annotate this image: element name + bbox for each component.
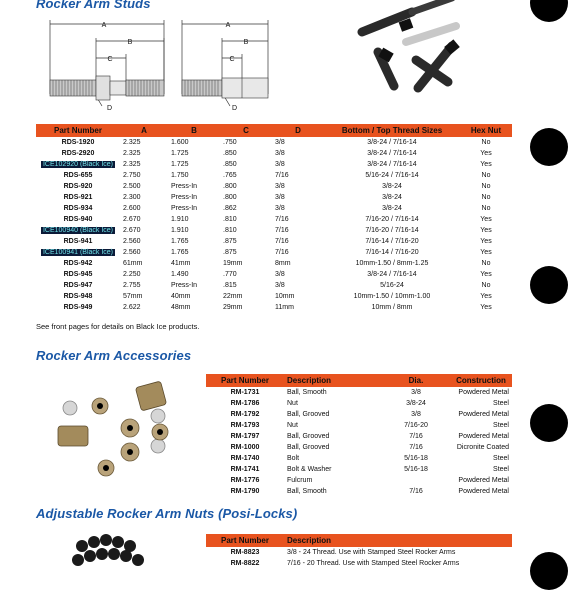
part-number-cell: RDS-921 <box>63 194 93 201</box>
construction-cell: Powdered Metal <box>458 389 509 396</box>
dim-c-cell: .810 <box>223 227 237 234</box>
dia-cell: 3/8 <box>411 389 421 396</box>
part-number-cell: RDS-947 <box>63 282 93 289</box>
dim-a-cell: 2.600 <box>123 205 141 212</box>
part-number-cell: RDS-2920 <box>61 150 95 157</box>
label-a: A <box>101 22 107 29</box>
table-row <box>36 214 512 225</box>
table-row <box>206 453 512 464</box>
part-number-cell: RM-8822 <box>230 560 260 567</box>
dia-cell: 3/8 <box>411 411 421 418</box>
dim-d-cell: 8mm <box>275 260 291 267</box>
table-row <box>36 225 512 236</box>
dim-a-cell: 2.300 <box>123 194 141 201</box>
dim-a-cell: 2.325 <box>123 161 141 168</box>
dia-cell: 7/16 <box>409 488 423 495</box>
table-row <box>206 464 512 475</box>
posi-lock-table-header <box>206 534 512 547</box>
part-number-cell: RDS-940 <box>63 216 93 223</box>
thread-cell: 3/8-24 / 7/16-14 <box>367 271 417 278</box>
part-number-cell: RDS-1920 <box>61 139 95 146</box>
dim-c-cell: 22mm <box>223 293 243 300</box>
construction-cell: Dicronite Coated <box>456 444 509 451</box>
dim-d-cell: 10mm <box>275 293 295 300</box>
table-row <box>36 181 512 192</box>
dim-c-cell: .800 <box>223 183 237 190</box>
part-number-cell: RDS-941 <box>63 238 93 245</box>
construction-cell: Powdered Metal <box>458 488 509 495</box>
hex-nut-cell: No <box>481 260 491 267</box>
table-row <box>36 302 512 313</box>
thread-cell: 7/16-20 / 7/16-14 <box>365 216 419 223</box>
hex-nut-cell: Yes <box>480 293 492 300</box>
hex-nut-cell: No <box>481 194 491 201</box>
dim-c-cell: .875 <box>223 249 237 256</box>
posi-lock-table <box>206 534 512 569</box>
stud-diagram-threaded <box>38 14 178 114</box>
black-ice-badge: ICE102920 (Black Ice) <box>42 161 114 168</box>
label-d: D <box>232 105 238 112</box>
table-row <box>36 159 512 170</box>
description-cell: 3/8 - 24 Thread. Use with Stamped Steel Rocker Arms <box>287 549 456 556</box>
dim-b-cell: 1.910 <box>171 216 189 223</box>
dim-d-cell: 3/8 <box>275 205 285 212</box>
table-row <box>206 420 512 431</box>
section-title-studs: Rocker Arm Studs <box>36 0 151 11</box>
table-row <box>36 137 512 148</box>
dim-b-cell: 1.725 <box>171 150 189 157</box>
dia-cell: 5/16-18 <box>404 466 428 473</box>
black-ice-badge: ICE100940 (Black Ice) <box>42 227 114 234</box>
thread-cell: 7/16-20 / 7/16-14 <box>365 227 419 234</box>
table-row <box>206 398 512 409</box>
dim-c-cell: .770 <box>223 271 237 278</box>
thread-cell: 5/16-24 <box>380 282 404 289</box>
part-number-cell: RDS-948 <box>63 293 93 300</box>
col-part-number: Part Number <box>206 374 284 387</box>
dim-a-cell: 2.560 <box>123 249 141 256</box>
dim-a-cell: 2.755 <box>123 282 141 289</box>
dim-d-cell: 11mm <box>275 304 294 311</box>
description-cell: Nut <box>287 422 298 429</box>
construction-cell: Powdered Metal <box>458 433 509 440</box>
dim-b-cell: Press-In <box>171 183 198 190</box>
dia-cell: 7/16-20 <box>404 422 428 429</box>
table-row <box>36 269 512 280</box>
description-cell: Fulcrum <box>287 477 313 484</box>
dim-d-cell: 7/16 <box>275 172 289 179</box>
dim-b-cell: 48mm <box>171 304 191 311</box>
dim-a-cell: 2.670 <box>123 227 141 234</box>
black-ice-badge: ICE100941 (Black Ice) <box>42 249 114 256</box>
dim-b-cell: Press-In <box>171 205 198 212</box>
col-description: Description <box>284 534 512 547</box>
dim-b-cell: Press-In <box>171 194 198 201</box>
dim-d-cell: 7/16 <box>275 249 289 256</box>
part-number-cell: RDS-949 <box>63 304 93 311</box>
label-c: C <box>229 56 235 63</box>
dim-b-cell: 1.765 <box>171 238 189 245</box>
accessories-table-header <box>206 374 512 387</box>
hex-nut-cell: Yes <box>480 227 492 234</box>
dim-a-cell: 2.670 <box>123 216 141 223</box>
dim-b-cell: 40mm <box>171 293 191 300</box>
binder-hole <box>530 552 568 590</box>
dim-b-cell: 1.765 <box>171 249 189 256</box>
hex-nut-cell: No <box>481 183 491 190</box>
description-cell: 7/16 - 20 Thread. Use with Stamped Steel Rocker Arms <box>287 560 460 567</box>
hex-nut-cell: No <box>481 205 491 212</box>
studs-table-header <box>36 124 512 137</box>
thread-cell: 3/8-24 / 7/16-14 <box>367 150 417 157</box>
table-row <box>206 387 512 398</box>
dim-b-cell: 41mm <box>171 260 191 267</box>
table-row <box>36 148 512 159</box>
part-number-cell: RDS-920 <box>63 183 93 190</box>
thread-cell: 5/16-24 / 7/16-14 <box>365 172 419 179</box>
dim-d-cell: 3/8 <box>275 150 285 157</box>
table-row <box>36 280 512 291</box>
construction-cell: Steel <box>493 455 509 462</box>
part-number-cell <box>36 159 120 170</box>
construction-cell: Powdered Metal <box>458 411 509 418</box>
dim-d-cell: 3/8 <box>275 194 285 201</box>
col-part-number: Part Number <box>206 534 284 547</box>
construction-cell: Steel <box>493 466 509 473</box>
dim-b-cell: 1.600 <box>171 139 189 146</box>
posi-lock-table-body <box>206 547 512 569</box>
black-ice-note: See front pages for details on Black Ice products. <box>36 322 200 331</box>
dim-d-cell: 3/8 <box>275 161 285 168</box>
col-part-number: Part Number <box>36 124 120 137</box>
table-row <box>206 475 512 486</box>
dim-c-cell: .750 <box>223 139 237 146</box>
rocker-accessories-photo <box>54 380 182 480</box>
dim-a-cell: 2.750 <box>123 172 141 179</box>
stud-diagram-press-in <box>172 14 282 114</box>
col-construction: Construction <box>450 374 512 387</box>
part-number-cell: RM-1793 <box>230 422 260 429</box>
dim-a-cell: 61mm <box>123 260 143 267</box>
binder-hole <box>530 128 568 166</box>
dim-b-cell: 1.750 <box>171 172 189 179</box>
dim-c-cell: .810 <box>223 216 237 223</box>
thread-cell: 3/8-24 / 7/16-14 <box>367 161 417 168</box>
studs-table-body <box>36 137 512 313</box>
dim-c-cell: .862 <box>223 205 237 212</box>
description-cell: Nut <box>287 400 298 407</box>
table-row <box>36 203 512 214</box>
dim-b-cell: 1.725 <box>171 161 189 168</box>
dim-c-cell: .800 <box>223 194 237 201</box>
dim-a-cell: 2.622 <box>123 304 141 311</box>
label-b: B <box>243 39 249 46</box>
studs-table <box>36 124 512 313</box>
dim-a-cell: 57mm <box>123 293 143 300</box>
hex-nut-cell: Yes <box>480 161 492 168</box>
col-hex-nut: Hex Nut <box>460 124 512 137</box>
dim-c-cell: 19mm <box>223 260 243 267</box>
description-cell: Ball, Grooved <box>287 444 330 451</box>
hex-nut-cell: Yes <box>480 150 492 157</box>
hex-nut-cell: Yes <box>480 216 492 223</box>
table-row <box>206 558 512 569</box>
col-thread: Bottom / Top Thread Sizes <box>324 124 460 137</box>
construction-cell: Steel <box>493 422 509 429</box>
description-cell: Bolt & Washer <box>287 466 332 473</box>
part-number-cell <box>36 225 120 236</box>
dim-c-cell: .765 <box>223 172 237 179</box>
part-number-cell: RM-1731 <box>230 389 260 396</box>
part-number-cell: RDS-945 <box>63 271 93 278</box>
table-row <box>206 442 512 453</box>
accessories-table <box>206 374 512 497</box>
dia-cell: 7/16 <box>409 444 423 451</box>
dia-cell: 7/16 <box>409 433 423 440</box>
dia-cell <box>382 475 450 486</box>
col-description: Description <box>284 374 382 387</box>
dim-c-cell: 29mm <box>223 304 243 311</box>
dim-a-cell: 2.500 <box>123 183 141 190</box>
dim-d-cell: 7/16 <box>275 227 289 234</box>
part-number-cell: RM-1776 <box>230 477 260 484</box>
part-number-cell: RM-1741 <box>230 466 260 473</box>
part-number-cell: RM-1000 <box>230 444 260 451</box>
dim-c-cell: .815 <box>223 282 237 289</box>
table-row <box>36 247 512 258</box>
dim-d-cell: 7/16 <box>275 216 289 223</box>
dia-cell: 5/16-18 <box>404 455 428 462</box>
hex-nut-cell: No <box>481 172 491 179</box>
binder-hole <box>530 266 568 304</box>
dim-a-cell: 2.325 <box>123 139 141 146</box>
table-row <box>206 431 512 442</box>
table-row <box>36 192 512 203</box>
dim-d-cell: 3/8 <box>275 282 285 289</box>
col-b: B <box>168 124 220 137</box>
hex-nut-cell: No <box>481 139 491 146</box>
hex-nut-cell: Yes <box>480 304 492 311</box>
dim-d-cell: 3/8 <box>275 139 285 146</box>
hex-nut-cell: No <box>481 282 491 289</box>
part-number-cell: RDS-934 <box>63 205 93 212</box>
label-d: D <box>107 105 113 112</box>
part-number-cell: RM-1786 <box>230 400 260 407</box>
dim-b-cell: 1.910 <box>171 227 189 234</box>
dim-a-cell: 2.250 <box>123 271 141 278</box>
thread-cell: 3/8-24 <box>382 205 402 212</box>
description-cell: Ball, Smooth <box>287 488 327 495</box>
thread-cell: 3/8-24 <box>382 194 402 201</box>
section-title-accessories: Rocker Arm Accessories <box>36 348 192 363</box>
dim-d-cell: 3/8 <box>275 183 285 190</box>
table-row <box>36 258 512 269</box>
part-number-cell: RM-1790 <box>230 488 260 495</box>
section-title-nuts: Adjustable Rocker Arm Nuts (Posi-Locks) <box>36 506 298 521</box>
description-cell: Bolt <box>287 455 300 462</box>
dim-c-cell: .850 <box>223 161 237 168</box>
part-number-cell: RM-1740 <box>230 455 260 462</box>
dim-c-cell: .875 <box>223 238 237 245</box>
description-cell: Ball, Smooth <box>287 389 327 396</box>
binder-hole <box>530 0 568 22</box>
label-a: A <box>225 22 231 29</box>
thread-cell: 7/16-14 / 7/16-20 <box>365 249 419 256</box>
thread-cell: 10mm / 8mm <box>371 304 413 311</box>
dim-a-cell: 2.560 <box>123 238 141 245</box>
table-row <box>36 291 512 302</box>
thread-cell: 10mm-1.50 / 8mm-1.25 <box>355 260 429 267</box>
dim-b-cell: Press-In <box>171 282 198 289</box>
table-row <box>206 547 512 558</box>
col-d: D <box>272 124 324 137</box>
description-cell: Ball, Grooved <box>287 411 330 418</box>
posi-lock-nuts-photo <box>70 532 150 570</box>
hex-nut-cell: Yes <box>480 271 492 278</box>
thread-cell: 7/16-14 / 7/16-20 <box>365 238 419 245</box>
thread-cell: 10mm-1.50 / 10mm-1.00 <box>353 293 431 300</box>
construction-cell: Powdered Metal <box>458 477 509 484</box>
rocker-studs-photo <box>352 0 474 96</box>
thread-cell: 3/8-24 <box>382 183 402 190</box>
table-row <box>206 409 512 420</box>
part-number-cell: RM-1797 <box>230 433 260 440</box>
part-number-cell <box>36 247 120 258</box>
hex-nut-cell: Yes <box>480 249 492 256</box>
part-number-cell: RDS-942 <box>63 260 93 267</box>
col-dia: Dia. <box>382 374 450 387</box>
table-row <box>36 236 512 247</box>
binder-hole <box>530 404 568 442</box>
col-a: A <box>120 124 168 137</box>
dim-d-cell: 3/8 <box>275 271 285 278</box>
table-row <box>206 486 512 497</box>
part-number-cell: RM-1792 <box>230 411 260 418</box>
dim-b-cell: 1.490 <box>171 271 189 278</box>
part-number-cell: RDS-655 <box>63 172 93 179</box>
dim-a-cell: 2.325 <box>123 150 141 157</box>
label-b: B <box>127 39 133 46</box>
table-row <box>36 170 512 181</box>
part-number-cell: RM-8823 <box>230 549 260 556</box>
dia-cell: 3/8-24 <box>406 400 426 407</box>
dim-c-cell: .850 <box>223 150 237 157</box>
dim-d-cell: 7/16 <box>275 238 289 245</box>
thread-cell: 3/8-24 / 7/16-14 <box>367 139 417 146</box>
hex-nut-cell: Yes <box>480 238 492 245</box>
construction-cell: Steel <box>493 400 509 407</box>
label-c: C <box>107 56 113 63</box>
description-cell: Ball, Grooved <box>287 433 330 440</box>
col-c: C <box>220 124 272 137</box>
accessories-table-body <box>206 387 512 497</box>
